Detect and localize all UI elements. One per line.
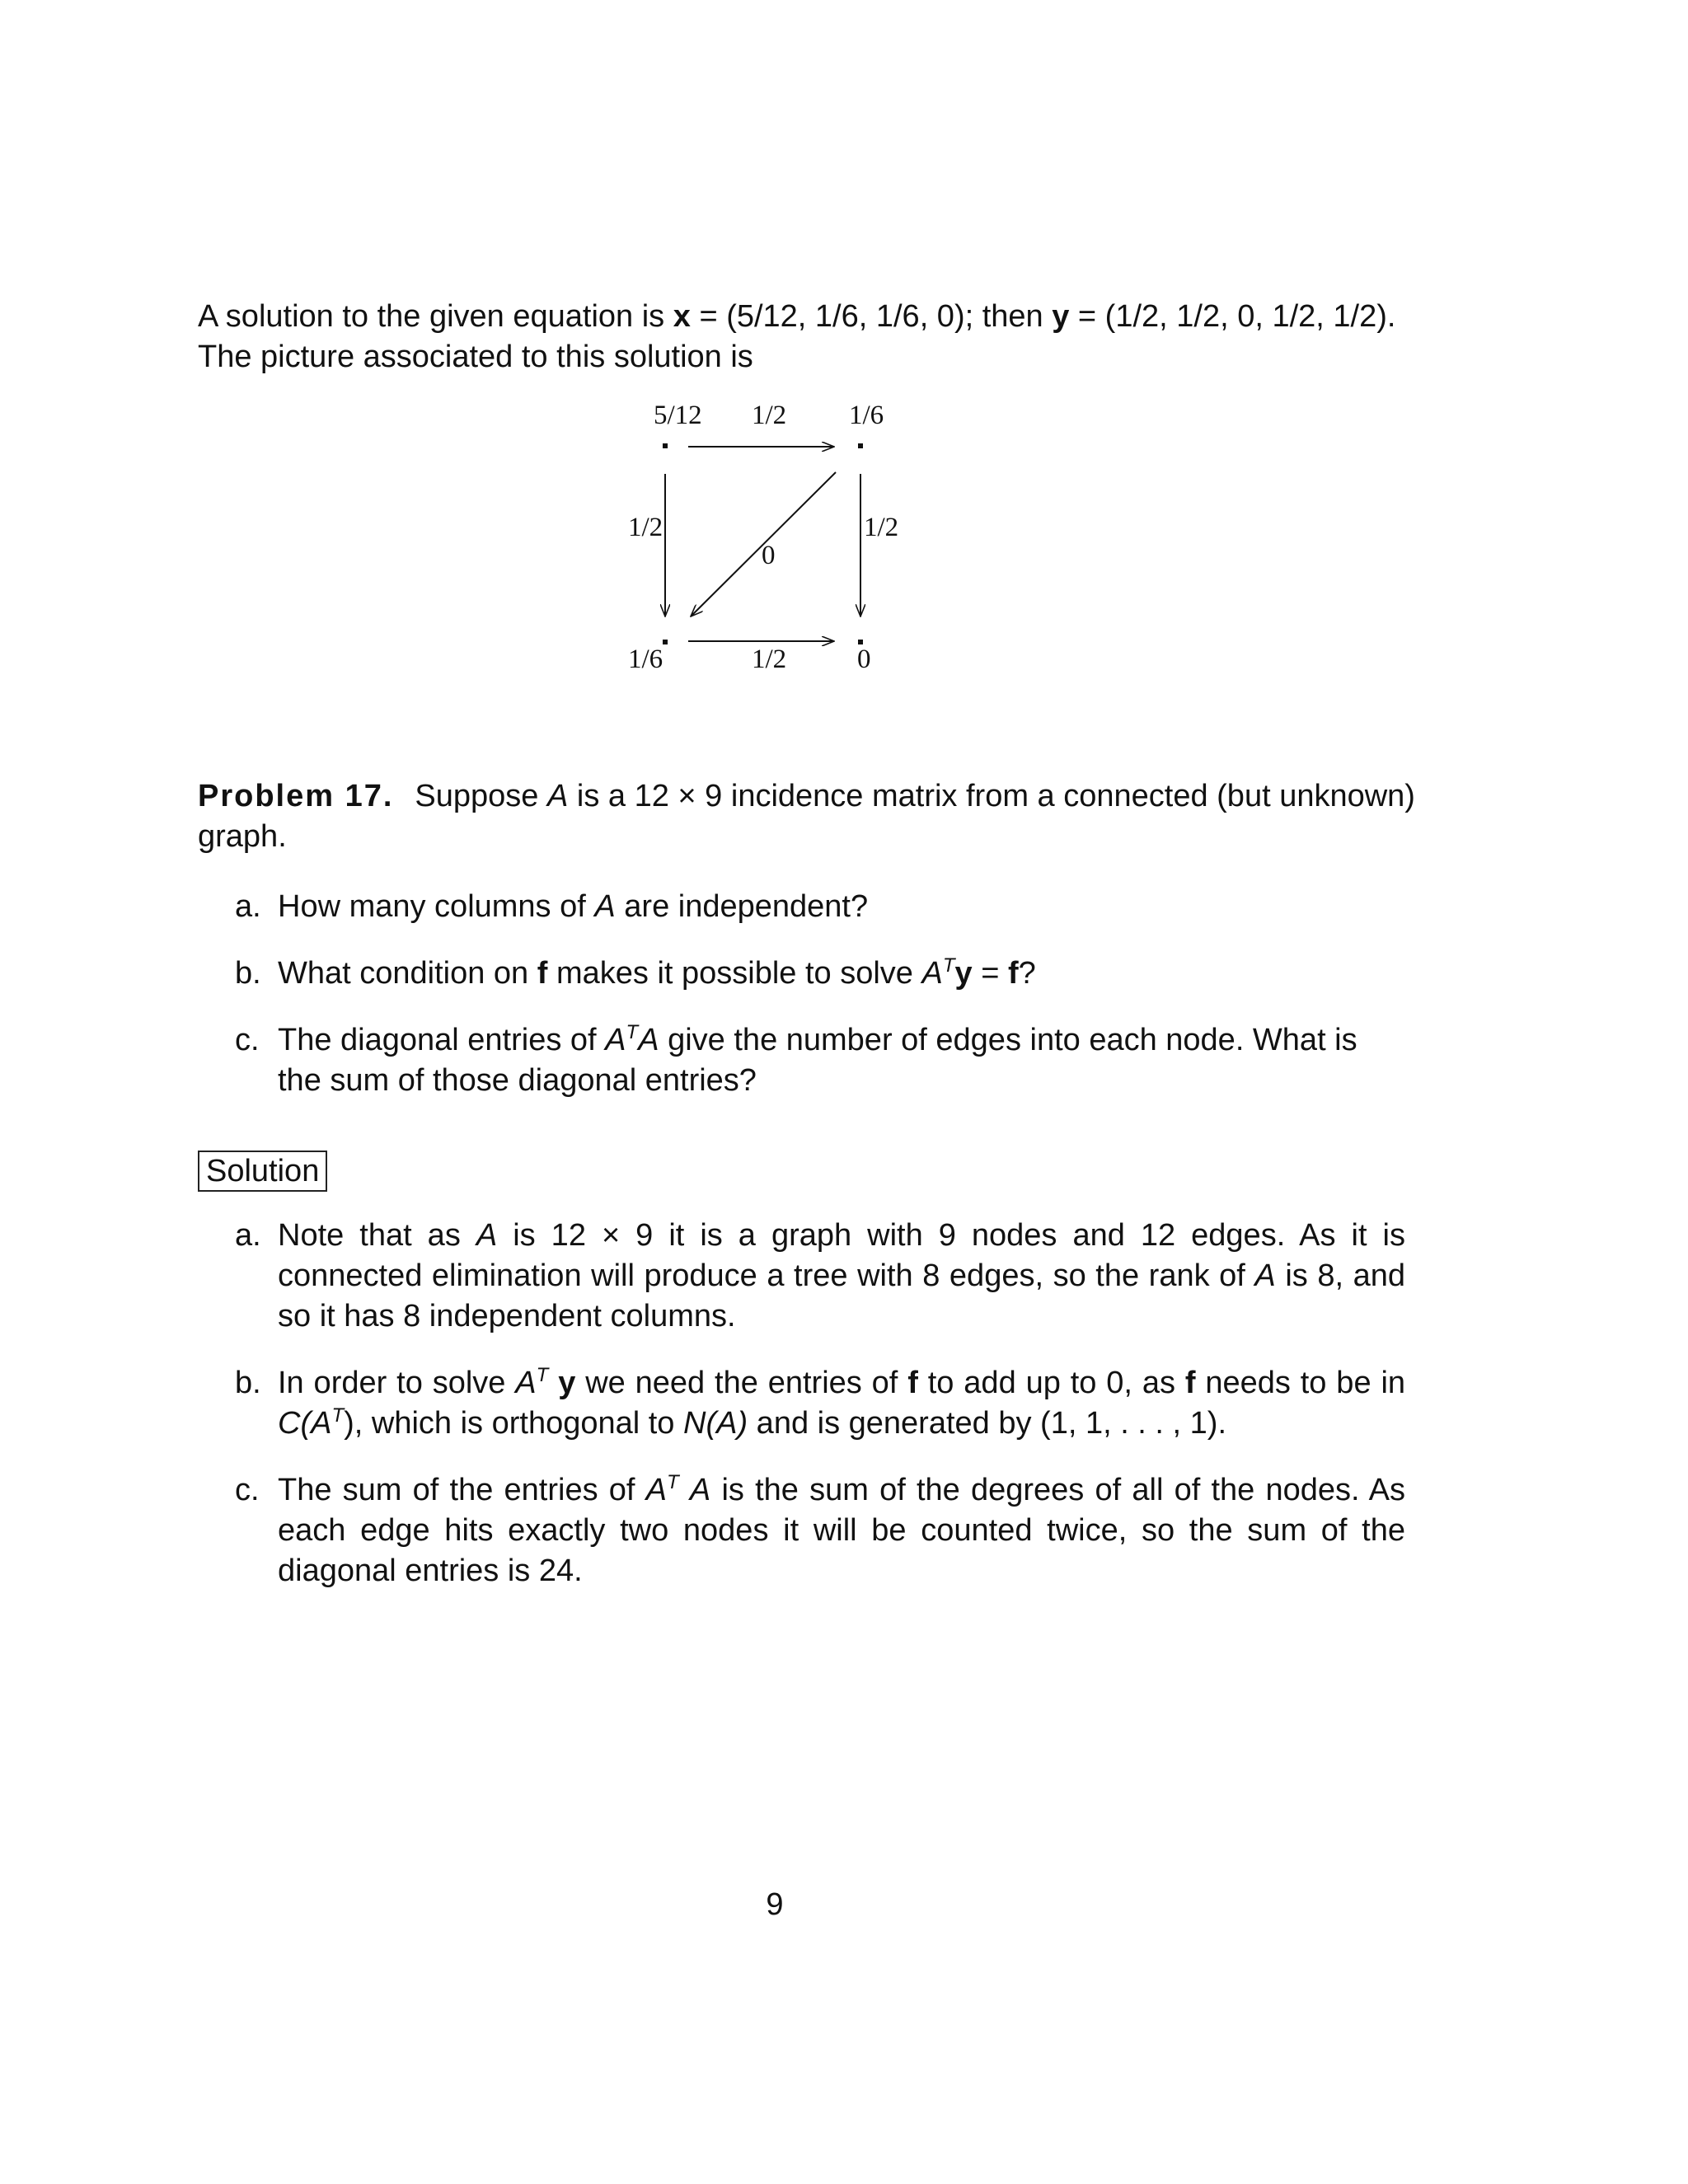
vector-y: y: [558, 1366, 576, 1400]
node-label-top-left: 5/12: [654, 401, 702, 430]
node-label-bottom-left: 1/6: [628, 644, 663, 674]
solution-text: is 12 × 9 it is a graph with 9 nodes and 12 edges. As it is connected elimination will produce a tree with 8 edges, so the rank of: [278, 1218, 1405, 1293]
solution-list: [235, 1216, 1405, 1618]
solution-text: ), which is orthogonal to: [344, 1406, 684, 1441]
solution-text: Note that as: [278, 1218, 476, 1253]
solution-item: [235, 1363, 1405, 1444]
vector-y: y: [1052, 299, 1070, 334]
question-item: [235, 1020, 1405, 1101]
transpose-superscript: T: [942, 954, 955, 977]
graph-diagram: [577, 396, 973, 692]
vector-f: f: [1184, 1366, 1196, 1400]
question-text: What condition on: [278, 956, 537, 991]
question-text: are independent?: [615, 889, 869, 924]
solution-text: is 8, and so it has 8 independent columns.: [278, 1258, 1405, 1333]
edge-label-left: 1/2: [628, 513, 663, 542]
item-marker: c.: [235, 1473, 260, 1507]
question-item: [235, 954, 1405, 994]
matrix-a: A: [605, 1023, 626, 1057]
node-label-bottom-right: 0: [857, 644, 871, 674]
question-text: give the number of edges into each node. What is the sum of those diagonal entries?: [278, 1023, 1357, 1098]
question-text: ?: [1018, 956, 1036, 991]
solution-text: and is generated by (1, 1, . . . , 1).: [748, 1406, 1226, 1441]
matrix-a: A: [594, 889, 616, 924]
node-top-left: [663, 443, 668, 448]
transpose-superscript: T: [536, 1364, 549, 1386]
intro-text: = (1/2, 1/2, 0, 1/2, 1/2).: [1069, 299, 1396, 334]
edge-label-bottom: 1/2: [752, 644, 787, 674]
question-text: How many columns of: [278, 889, 595, 924]
item-marker: b.: [235, 1366, 261, 1400]
vector-f: f: [907, 1366, 918, 1400]
matrix-a: A: [638, 1023, 659, 1057]
vector-f: f: [537, 956, 548, 991]
vector-y: y: [954, 956, 973, 991]
solution-item: [235, 1216, 1405, 1337]
solution-text: is the sum of the degrees of all of the nodes. As each edge hits exactly two nodes it will be counted twice, so the sum of the diagonal entries is 24.: [278, 1473, 1405, 1588]
transpose-superscript: T: [331, 1404, 345, 1427]
node-label-top-right: 1/6: [849, 401, 884, 430]
intro-text: A solution to the given equation is: [198, 299, 673, 334]
node-top-right: [858, 443, 863, 448]
solution-text: needs to be in: [1195, 1366, 1406, 1400]
item-marker: a.: [235, 1218, 261, 1253]
transpose-superscript: T: [626, 1021, 639, 1043]
problem-heading: Problem 17.: [198, 779, 394, 813]
solution-label: Solution: [198, 1151, 327, 1192]
solution-text: to add up to 0, as: [917, 1366, 1185, 1400]
matrix-a: A: [476, 1218, 498, 1253]
question-item: [235, 887, 1405, 927]
intro-line-1: [198, 297, 1467, 337]
nullspace-symbol: N(A): [683, 1406, 748, 1441]
problem-text: is a 12 × 9 incidence matrix from a connected (but unknown) graph.: [198, 779, 1415, 854]
node-bottom-left: [663, 640, 668, 644]
solution-text: The sum of the entries of: [278, 1473, 646, 1507]
solution-text: In order to solve: [278, 1366, 516, 1400]
question-text: The diagonal entries of: [278, 1023, 606, 1057]
transpose-superscript: T: [667, 1471, 679, 1493]
item-marker: a.: [235, 889, 261, 924]
edge-label-top: 1/2: [752, 401, 787, 430]
column-space-symbol: C(A: [278, 1406, 332, 1441]
matrix-a: A: [689, 1473, 711, 1507]
question-text: makes it possible to solve: [547, 956, 922, 991]
item-marker: b.: [235, 956, 261, 991]
matrix-a: A: [645, 1473, 668, 1507]
matrix-a: A: [515, 1366, 537, 1400]
intro-text: = (5/12, 1/6, 1/6, 0); then: [690, 299, 1053, 334]
solution-item: [235, 1470, 1405, 1591]
page-number: 9: [766, 1887, 784, 1922]
matrix-a: A: [547, 779, 569, 813]
problem-statement: [198, 776, 1467, 857]
matrix-a: A: [921, 956, 943, 991]
question-text: =: [972, 956, 1008, 991]
intro-paragraph: [198, 297, 1467, 377]
edge-label-diagonal: 0: [762, 541, 776, 570]
item-marker: c.: [235, 1023, 260, 1057]
question-list: [235, 887, 1405, 1127]
problem-text: Suppose: [415, 779, 547, 813]
vector-f: f: [1007, 956, 1019, 991]
graph-figure: [577, 396, 973, 692]
edge-label-right: 1/2: [864, 513, 899, 542]
matrix-a: A: [1254, 1258, 1276, 1293]
intro-line-2: The picture associated to this solution is: [198, 340, 753, 374]
vector-x: x: [673, 299, 691, 334]
solution-text: we need the entries of: [575, 1366, 908, 1400]
